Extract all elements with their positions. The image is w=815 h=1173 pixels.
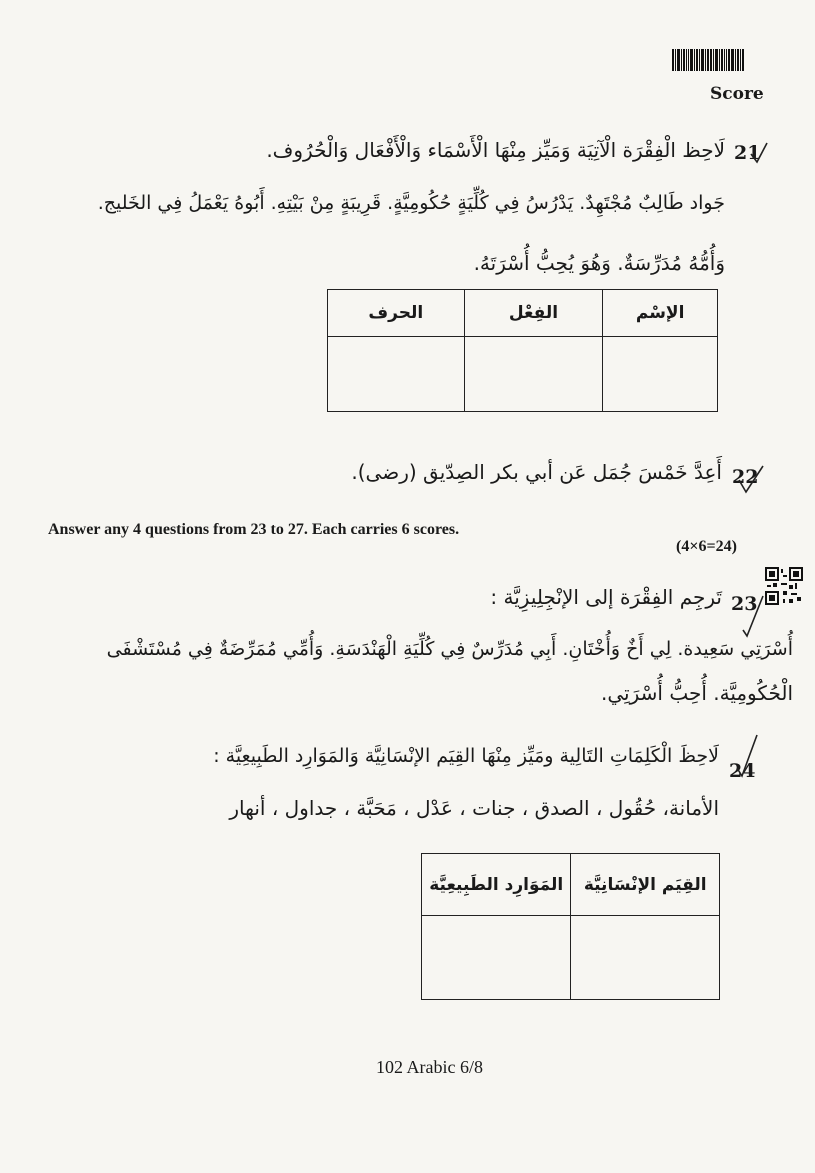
answer-cell-natural-resources[interactable] [422, 916, 571, 1000]
page-footer: 102 Arabic 6/8 [376, 1057, 483, 1077]
question-21-answer-table [327, 289, 718, 412]
qr-code-icon [765, 567, 803, 605]
question-23-number: 23 [731, 593, 758, 615]
question-24-number: 24 [729, 760, 756, 782]
answer-cell-human-values[interactable] [571, 916, 720, 1000]
question-22-number: 22 [732, 466, 759, 488]
question-24-word-list: الأمانة، حُقُول ، الصدق ، جنات ، عَدْل ، مَحَبَّة ، جداول ، أنهار [229, 796, 719, 820]
answer-cell-ism[interactable] [603, 337, 718, 412]
question-22-instruction: أَعِدَّ خَمْسَ جُمَل عَن أبي بكر الصِدّيق (رضى). [351, 460, 722, 484]
section-instruction: Answer any 4 questions from 23 to 27. Each carries 6 scores. [48, 521, 460, 538]
question-24-instruction: لَاحِظَ الْكَلِمَاتِ التَالِية ومَيِّز مِنْهَا القِيَم الإنْسَانِيَّة وَالمَوَارِد الطَبِيعِيَّة : [213, 745, 719, 767]
table-header-fiel: الفِعْل [464, 290, 603, 337]
barcode-icon [672, 49, 758, 71]
question-23-instruction: تَرجِم الفِقْرَة إلى الإنْجِلِيزِيَّة : [490, 585, 722, 609]
question-21-paragraph-line-2: وَأُمُّهُ مُدَرِّسَةٌ. وَهُوَ يُحِبُّ أُسْرَتَهُ. [473, 251, 725, 275]
question-21-instruction: لَاحِظ الْفِقْرَة الْآتِيَة وَمَيِّز مِنْهَا الْأَسْمَاء وَالْأَفْعَال وَالْحُرُوف. [266, 138, 725, 162]
answer-cell-fiel[interactable] [464, 337, 603, 412]
check-mark-icon [734, 732, 760, 778]
check-mark-icon [740, 592, 766, 638]
question-24-answer-table [421, 853, 720, 1000]
table-header-natural-resources: المَوَارِد الطَبِيعِيَّة [422, 854, 571, 916]
table-header-human-values: القِيَم الإنْسَانِيَّة [571, 854, 720, 916]
score-label: Score [710, 84, 764, 104]
section-marks: (4×6=24) [676, 538, 737, 555]
check-mark-icon [748, 140, 770, 166]
answer-cell-harf[interactable] [328, 337, 465, 412]
table-header-ism: الإسْم [603, 290, 718, 337]
question-23-paragraph-line-1: أُسْرَتِي سَعِيدة. لِي أَخٌ وَأُخْتَانِ. أَبِي مُدَرِّسٌ فِي كُلِّيَةِ الْهَنْدَسَةِ. وَأُمِّي مُمَرِّضَةٌ فِي مُسْتَشْفَى [106, 638, 793, 660]
table-header-harf: الحرف [328, 290, 465, 337]
question-21-number: 21 [734, 142, 761, 164]
check-mark-icon [736, 462, 766, 496]
question-21-paragraph-line-1: جَواد طَالِبٌ مُجْتَهِدٌ. يَدْرُسُ فِي كُلِّيَةٍ حُكُومِيَّةٍ. قَرِيبَةٍ مِنْ بَيْتِهِ. أَبُوهُ يَعْمَلُ فِي الخَليج. [97, 192, 725, 214]
question-23-paragraph-line-2: الْحُكُومِيَّة. أُحِبُّ أُسْرَتِي. [601, 681, 793, 705]
